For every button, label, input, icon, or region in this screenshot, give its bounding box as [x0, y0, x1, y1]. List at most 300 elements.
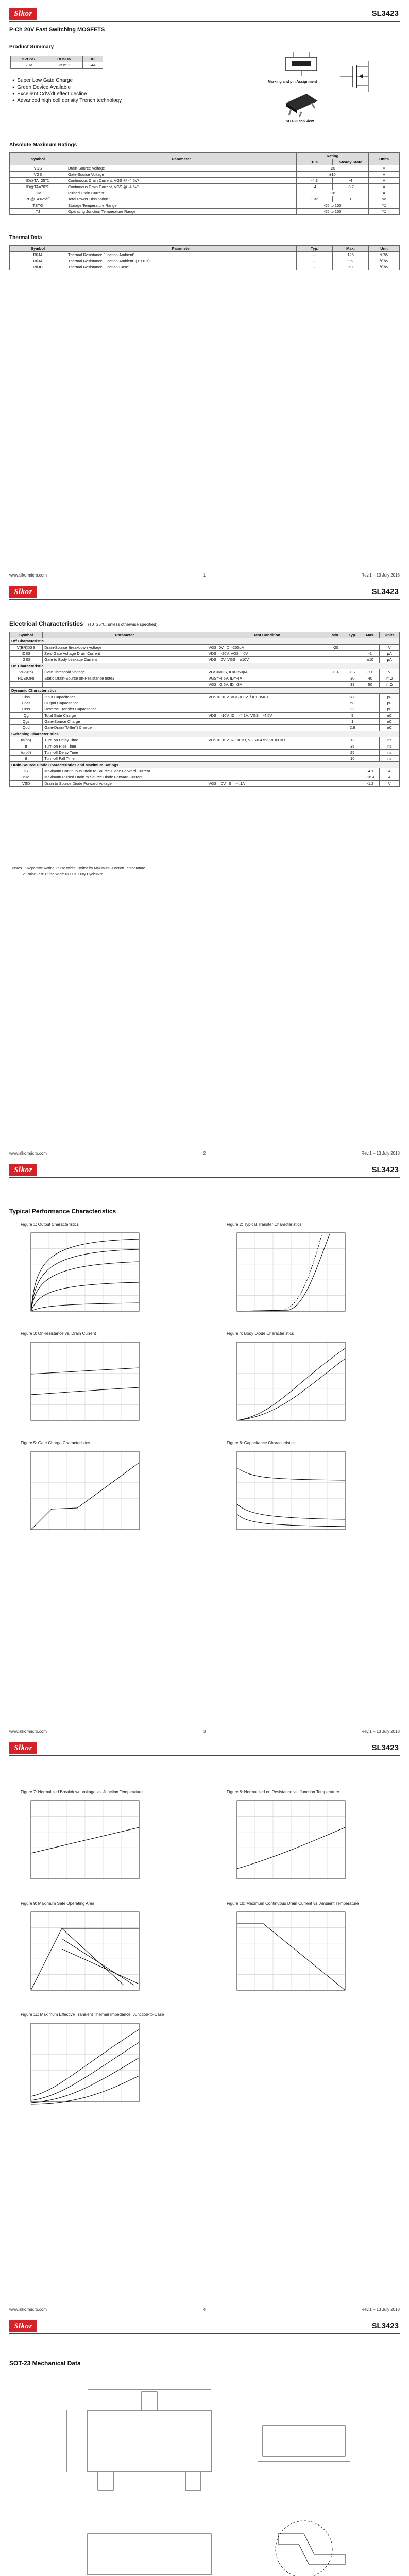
- thermal-cell: 60: [333, 264, 369, 270]
- amr-cell: Drain-Source Voltage: [66, 165, 297, 172]
- ec-cell: 35: [344, 743, 361, 750]
- thermal-cell: RθJA: [10, 258, 66, 264]
- figure-7: [21, 1790, 185, 1884]
- ec-cell: 288: [344, 694, 361, 700]
- page-header: [9, 1164, 400, 1178]
- figure-caption: Figure 5: Gate Charge Characteristics: [21, 1440, 90, 1445]
- ec-cell: ±10: [361, 657, 380, 663]
- ec-cell: Static Drain-Source on-Resistance note3: [43, 675, 207, 682]
- ec-cell: Gate to Body Leakage Current: [43, 657, 207, 663]
- ec-cell: [361, 743, 380, 750]
- mosfet-symbol: [335, 56, 381, 92]
- ec-cell: Gate-Source Charge: [43, 719, 207, 725]
- amr-cell: Pulsed Drain Current²: [66, 190, 297, 196]
- ec-row: [10, 651, 400, 657]
- ec-cell: [344, 781, 361, 787]
- ec-cell: A: [380, 774, 400, 781]
- brand-logo: Slkor: [9, 1164, 37, 1176]
- ec-cell: Turn-off Fall Time: [43, 756, 207, 762]
- ec-cell: -16.4: [361, 774, 380, 781]
- feature-item: ● Advanced high cell density Trench technology: [12, 97, 122, 104]
- page-3: [0, 1156, 409, 1734]
- ec-cell: td(off): [10, 750, 43, 756]
- ec-cell: [361, 725, 380, 731]
- ec-cell: td(on): [10, 737, 43, 743]
- ec-row: [10, 669, 400, 675]
- thermal-cell: ℃/W: [369, 258, 400, 264]
- thermal-cell: ---: [297, 264, 333, 270]
- thermal-cell: ---: [297, 252, 333, 258]
- amr-cell: -20: [297, 165, 369, 172]
- thermal-data-table: [9, 245, 400, 270]
- amr-row: [10, 178, 400, 184]
- ec-row: [10, 743, 400, 750]
- ec-cell: [361, 719, 380, 725]
- ec-cell: IS: [10, 768, 43, 774]
- figure-4: [227, 1331, 391, 1426]
- ec-cell: tr: [10, 743, 43, 750]
- ec-section-name: Dynamic Characteristics: [10, 688, 400, 694]
- summary-header: ID: [82, 56, 103, 62]
- amr-cell: IDM: [10, 190, 66, 196]
- figure-8-plot: [227, 1797, 350, 1884]
- thermal-cell: ---: [297, 258, 333, 264]
- package-caption: SOT-23 top view: [286, 120, 314, 123]
- ec-cell: ISM: [10, 774, 43, 781]
- ec-cell: mΩ: [380, 682, 400, 688]
- ec-cell: Maximum Pulsed Drain to Source Diode Forward Current: [43, 774, 207, 781]
- footer-website[interactable]: www.slkormicro.com: [9, 1151, 47, 1156]
- ec-cell: [361, 694, 380, 700]
- amr-cell: 1: [333, 196, 369, 202]
- summary-value: 39mΩ: [46, 62, 82, 69]
- ec-cell: [327, 657, 344, 663]
- ec-cell: A: [380, 768, 400, 774]
- ec-cell: VDS = -10V, RG = 1Ω, VGS=-4.5V, RL=3.3Ω: [207, 737, 327, 743]
- ec-row: [10, 675, 400, 682]
- part-number: SL3423: [371, 1165, 399, 1174]
- figure-1-plot: [21, 1229, 144, 1316]
- ec-cell: VGS(th): [10, 669, 43, 675]
- brand-logo: Slkor: [9, 1742, 37, 1754]
- ec-cell: 12: [344, 737, 361, 743]
- ec-cell: [327, 675, 344, 682]
- ec-cell: mΩ: [380, 675, 400, 682]
- amr-row: [10, 209, 400, 215]
- ec-cell: 40: [361, 675, 380, 682]
- ec-cell: V: [380, 781, 400, 787]
- figure-8: [227, 1790, 391, 1884]
- mechanical-title: SOT-23 Mechanical Data: [9, 2360, 81, 2367]
- ec-cell: [361, 713, 380, 719]
- amr-cell: A: [369, 190, 400, 196]
- ec-row: [10, 713, 400, 719]
- ec-cell: [207, 756, 327, 762]
- ec-section-row: [10, 731, 400, 737]
- thermal-row: [10, 264, 400, 270]
- ec-cell: [344, 768, 361, 774]
- ec-cell: 25: [344, 750, 361, 756]
- ec-header: Parameter: [43, 632, 207, 638]
- ec-header: Min.: [327, 632, 344, 638]
- ec-cell: [327, 651, 344, 657]
- ec-row: [10, 768, 400, 774]
- ec-cell: Gate-Drain("Miller") Charge: [43, 725, 207, 731]
- figure-caption: Figure 2: Typical Transfer Characteristics: [227, 1222, 302, 1227]
- ec-cell: [361, 645, 380, 651]
- thermal-cell: Thermal Resistance Junction-Ambient¹ ( t ≤10s): [66, 258, 297, 264]
- notes-line-2: 2: Pulse Test: Pulse Width≤300μs, Duty Cycle≤2%: [23, 873, 103, 876]
- figure-caption: Figure 4: Body Diode Characteristics: [227, 1331, 294, 1336]
- figure-10: [227, 1901, 391, 1995]
- curve: [62, 1928, 124, 1985]
- ec-row: [10, 737, 400, 743]
- ec-row: [10, 706, 400, 713]
- typical-performance-title: Typical Performance Characteristics: [9, 1208, 116, 1215]
- amr-cell: -4: [297, 184, 333, 190]
- brand-logo: Slkor: [9, 2320, 37, 2332]
- ec-cell: 22: [344, 706, 361, 713]
- summary-header: BVDSS: [11, 56, 46, 62]
- footer-revision: Rev.1 – 13 July 2018: [361, 2307, 400, 2312]
- ec-cell: [327, 737, 344, 743]
- ec-cell: -0.7: [344, 669, 361, 675]
- summary-value: -4A: [82, 62, 103, 69]
- amr-cell: TSTG: [10, 202, 66, 209]
- footer-website[interactable]: www.slkormicro.com: [9, 1729, 47, 1734]
- ec-cell: [344, 651, 361, 657]
- ec-cell: -1: [361, 651, 380, 657]
- ec-cell: ns: [380, 756, 400, 762]
- ec-cell: [207, 719, 327, 725]
- amr-cell: Gate-Source Voltage: [66, 172, 297, 178]
- product-summary-table: [10, 56, 103, 69]
- ec-header: Test Condition: [207, 632, 327, 638]
- ec-row: [10, 725, 400, 731]
- amr-header: Symbol: [10, 153, 66, 165]
- ec-row: [10, 774, 400, 781]
- ec-cell: Reverse Transfer Capacitance: [43, 706, 207, 713]
- ec-cell: nC: [380, 725, 400, 731]
- ec-cell: [207, 706, 327, 713]
- ec-cell: Turn-on Rise Time: [43, 743, 207, 750]
- thermal-header: Parameter: [66, 246, 297, 252]
- ec-row: [10, 657, 400, 663]
- amr-cell: VGS: [10, 172, 66, 178]
- amr-cell: ℃: [369, 202, 400, 209]
- ec-row: [10, 682, 400, 688]
- page-header: [9, 2320, 400, 2334]
- ec-cell: [361, 706, 380, 713]
- ec-cell: VGS=0V, ID=-250μA: [207, 645, 327, 651]
- ec-cell: Output Capacitance: [43, 700, 207, 706]
- ec-cell: V(BR)DSS: [10, 645, 43, 651]
- amr-cell: PD@TA=25℃: [10, 196, 66, 202]
- amr-cell: -4: [333, 178, 369, 184]
- ec-cell: Drain-Source Breakdown Voltage: [43, 645, 207, 651]
- ec-cell: ns: [380, 737, 400, 743]
- ec-cell: V: [380, 669, 400, 675]
- ec-cell: [327, 781, 344, 787]
- amr-row: [10, 184, 400, 190]
- figure-11-plot: [21, 2019, 144, 2107]
- ec-cell: VDS = 0V, VGS = ±10V: [207, 657, 327, 663]
- amr-cell: A: [369, 184, 400, 190]
- ec-section-name: Off Characteristic: [10, 638, 400, 645]
- figure-4-plot: [227, 1338, 350, 1426]
- ec-cell: 58: [344, 700, 361, 706]
- ec-cell: nC: [380, 719, 400, 725]
- ec-section-row: [10, 638, 400, 645]
- ec-cell: [327, 719, 344, 725]
- amr-cell: ID@TA=70℃: [10, 184, 66, 190]
- figure-caption: Figure 6: Capacitance Characteristics: [227, 1440, 296, 1445]
- ec-cell: [207, 725, 327, 731]
- ec-cell: -1.2: [361, 781, 380, 787]
- ec-cell: [327, 706, 344, 713]
- amr-cell: VDS: [10, 165, 66, 172]
- sot23-package-image: [281, 88, 322, 118]
- thermal-cell: RθJA: [10, 252, 66, 258]
- figure-2-plot: [227, 1229, 350, 1316]
- amr-cell: V: [369, 165, 400, 172]
- ec-cell: [327, 725, 344, 731]
- ec-section-name: Drain-Source Diode Characteristics and Maximum Ratings: [10, 762, 400, 768]
- ec-cell: [327, 750, 344, 756]
- ec-cell: [327, 682, 344, 688]
- ec-row: [10, 645, 400, 651]
- curve: [62, 1939, 134, 1985]
- ec-cell: 10: [344, 756, 361, 762]
- ec-row: [10, 700, 400, 706]
- thermal-cell: RθJC: [10, 264, 66, 270]
- electrical-characteristics-table: [9, 632, 400, 787]
- figure-caption: Figure 3: On-resistance vs. Drain Current: [21, 1331, 96, 1336]
- ec-section-row: [10, 663, 400, 669]
- footer-page-number: 4: [203, 2307, 206, 2312]
- part-number: SL3423: [371, 2321, 399, 2330]
- ec-cell: Ciss: [10, 694, 43, 700]
- ec-section-row: [10, 688, 400, 694]
- figure-6-plot: [227, 1447, 350, 1535]
- ec-cell: Gate Threshold Voltage: [43, 669, 207, 675]
- ec-cell: [207, 750, 327, 756]
- ec-cell: VGS=-4.5V, ID=-4A: [207, 675, 327, 682]
- ec-cell: VGS=VDS, ID=-250μA: [207, 669, 327, 675]
- amr-cell: -16: [297, 190, 369, 196]
- footer-page-number: 2: [203, 1151, 206, 1156]
- ec-cell: ns: [380, 743, 400, 750]
- ec-header: Symbol: [10, 632, 43, 638]
- figure-1: [21, 1222, 185, 1316]
- ec-cell: [344, 657, 361, 663]
- ec-cell: Qg: [10, 713, 43, 719]
- ec-cell: VDS = -10V, VGS = 0V, f = 1.0MHz: [207, 694, 327, 700]
- ec-cell: [10, 682, 43, 688]
- curve: [237, 1234, 330, 1311]
- ec-row: [10, 719, 400, 725]
- ec-cell: VGS = 0V, IS = -4.1A: [207, 781, 327, 787]
- amr-cell: TJ: [10, 209, 66, 215]
- device-subtitle: P-Ch 20V Fast Switching MOSFETS: [9, 27, 105, 33]
- brand-logo: Slkor: [9, 586, 37, 598]
- ec-cell: tf: [10, 756, 43, 762]
- amr-cell: V: [369, 172, 400, 178]
- ec-cell: ns: [380, 750, 400, 756]
- amr-cell: Total Power Dissipation³: [66, 196, 297, 202]
- page-1: [0, 0, 409, 578]
- figure-11: [21, 2012, 185, 2107]
- page-4: [0, 1734, 409, 2312]
- ec-row: [10, 750, 400, 756]
- figure-10-plot: [227, 1908, 350, 1995]
- ec-cell: Turn-on Delay Time: [43, 737, 207, 743]
- ec-cell: 9: [344, 713, 361, 719]
- figure-caption: Figure 7: Normalized Breakdown Voltage vs. Junction Temperature: [21, 1790, 143, 1794]
- amr-cell: ID@TA=25℃: [10, 178, 66, 184]
- amr-header: Parameter: [66, 153, 297, 165]
- ec-header: Units: [380, 632, 400, 638]
- amr-cell: Storage Temperature Range: [66, 202, 297, 209]
- ec-cell: [361, 750, 380, 756]
- ec-cell: [361, 737, 380, 743]
- ec-cell: VDS = -20V, VGS = 0V: [207, 651, 327, 657]
- thermal-cell: 95: [333, 258, 369, 264]
- ec-section-row: [10, 762, 400, 768]
- curve: [62, 1949, 139, 1984]
- ec-cell: 1: [344, 719, 361, 725]
- electrical-title: [9, 620, 157, 628]
- footer-revision: Rev.1 – 13 July 2018: [361, 573, 400, 578]
- ec-cell: μA: [380, 657, 400, 663]
- page-header: [9, 586, 400, 600]
- ec-row: [10, 694, 400, 700]
- ec-cell: 2.6: [344, 725, 361, 731]
- electrical-title-text: Electrical Characteristics: [9, 620, 83, 628]
- ec-cell: [207, 700, 327, 706]
- ec-cell: [327, 713, 344, 719]
- ec-cell: [327, 774, 344, 781]
- ec-header: Typ.: [344, 632, 361, 638]
- footer-page-number: 3: [203, 1729, 206, 1734]
- amr-cell: A: [369, 178, 400, 184]
- thermal-row: [10, 252, 400, 258]
- amr-row: [10, 190, 400, 196]
- ec-cell: [43, 682, 207, 688]
- amr-cell: W: [369, 196, 400, 202]
- thermal-cell: 125: [333, 252, 369, 258]
- ec-section-name: On Characteristic: [10, 663, 400, 669]
- thermal-cell: Thermal Resistance Junction-Case¹: [66, 264, 297, 270]
- figure-caption: Figure 10: Maximum Continuous Drain Current vs. Ambient Temperature: [227, 1901, 359, 1906]
- amr-cell: ±10: [297, 172, 369, 178]
- marking-diagram: [278, 49, 325, 80]
- figure-9: [21, 1901, 185, 1995]
- figure-5: [21, 1440, 185, 1535]
- page-5: [0, 2312, 409, 2576]
- figure-5-plot: [21, 1447, 144, 1535]
- ec-cell: VSD: [10, 781, 43, 787]
- feature-item: ● Excellent CdV/dt effect decline: [12, 91, 122, 97]
- ec-cell: RDS(ON): [10, 675, 43, 682]
- amr-cell: ℃: [369, 209, 400, 215]
- thermal-header: Unit: [369, 246, 400, 252]
- ec-cell: [207, 743, 327, 750]
- thermal-header: Typ.: [297, 246, 333, 252]
- marking-caption: Marking and pin Assignment: [268, 80, 317, 84]
- ec-cell: Zero Gate Voltage Drain Current: [43, 651, 207, 657]
- ec-cell: 50: [361, 682, 380, 688]
- footer-website[interactable]: www.slkormicro.com: [9, 573, 47, 578]
- ec-section-name: Switching Characteristics: [10, 731, 400, 737]
- amr-cell: -55 to 150: [297, 209, 369, 215]
- thermal-cell: Thermal Resistance Junction-Ambient¹: [66, 252, 297, 258]
- ec-cell: pF: [380, 706, 400, 713]
- ec-cell: VDS = -10V, ID = -4.1A, VGS = -4.5V: [207, 713, 327, 719]
- ec-cell: Crss: [10, 706, 43, 713]
- ec-cell: pF: [380, 700, 400, 706]
- ec-cell: [344, 774, 361, 781]
- amr-cell: 1.32: [297, 196, 333, 202]
- ec-cell: VGS=-2.5V, ID=-3A: [207, 682, 327, 688]
- brand-logo: Slkor: [9, 8, 37, 20]
- absolute-max-ratings-table: [9, 152, 400, 215]
- footer-page-number: 1: [203, 573, 206, 578]
- ec-row: [10, 756, 400, 762]
- ec-cell: IGSS: [10, 657, 43, 663]
- thermal-title: Thermal Data: [9, 235, 42, 241]
- page-header: [9, 8, 400, 22]
- thermal-header: Max.: [333, 246, 369, 252]
- amr-cell: -55 to 150: [297, 202, 369, 209]
- part-number: SL3423: [371, 1743, 399, 1752]
- figure-3-plot: [21, 1338, 144, 1426]
- ec-cell: [327, 700, 344, 706]
- thermal-row: [10, 258, 400, 264]
- footer-revision: Rev.1 – 13 July 2018: [361, 1729, 400, 1734]
- part-number: SL3423: [371, 9, 399, 18]
- ec-cell: Maximum Continuous Drain to Source Diode Forward Current: [43, 768, 207, 774]
- figure-caption: Figure 9: Maximum Safe Operating Area: [21, 1901, 95, 1906]
- feature-item: ● Super Low Gate Charge: [12, 77, 122, 84]
- ec-cell: Total Gate Charge: [43, 713, 207, 719]
- feature-item: ● Green Device Available: [12, 84, 122, 91]
- ec-cell: -1.0: [361, 669, 380, 675]
- ec-cell: Turn-off Delay Time: [43, 750, 207, 756]
- ec-cell: [327, 694, 344, 700]
- ec-cell: Qgs: [10, 719, 43, 725]
- amr-row: [10, 165, 400, 172]
- ec-cell: Qgd: [10, 725, 43, 731]
- figure-3: [21, 1331, 185, 1426]
- figure-caption: Figure 11: Maximum Effective Transient Thermal Impedance, Junction-to-Case: [21, 2012, 164, 2017]
- ec-cell: [207, 768, 327, 774]
- part-number: SL3423: [371, 587, 399, 596]
- ec-cell: [327, 743, 344, 750]
- figure-2: [227, 1222, 391, 1316]
- amr-row: [10, 172, 400, 178]
- amr-subheader: Steady State: [333, 159, 369, 165]
- ec-cell: [327, 756, 344, 762]
- ec-cell: [344, 645, 361, 651]
- electrical-title-note: (TJ=25℃, unless otherwise specified): [88, 622, 158, 627]
- ec-cell: 30: [344, 675, 361, 682]
- footer-website[interactable]: www.slkormicro.com: [9, 2307, 47, 2312]
- ec-cell: -0.4: [327, 669, 344, 675]
- amr-header: Rating: [297, 153, 369, 159]
- ec-cell: Drain to Source Diode Forward Voltage: [43, 781, 207, 787]
- ec-cell: Coss: [10, 700, 43, 706]
